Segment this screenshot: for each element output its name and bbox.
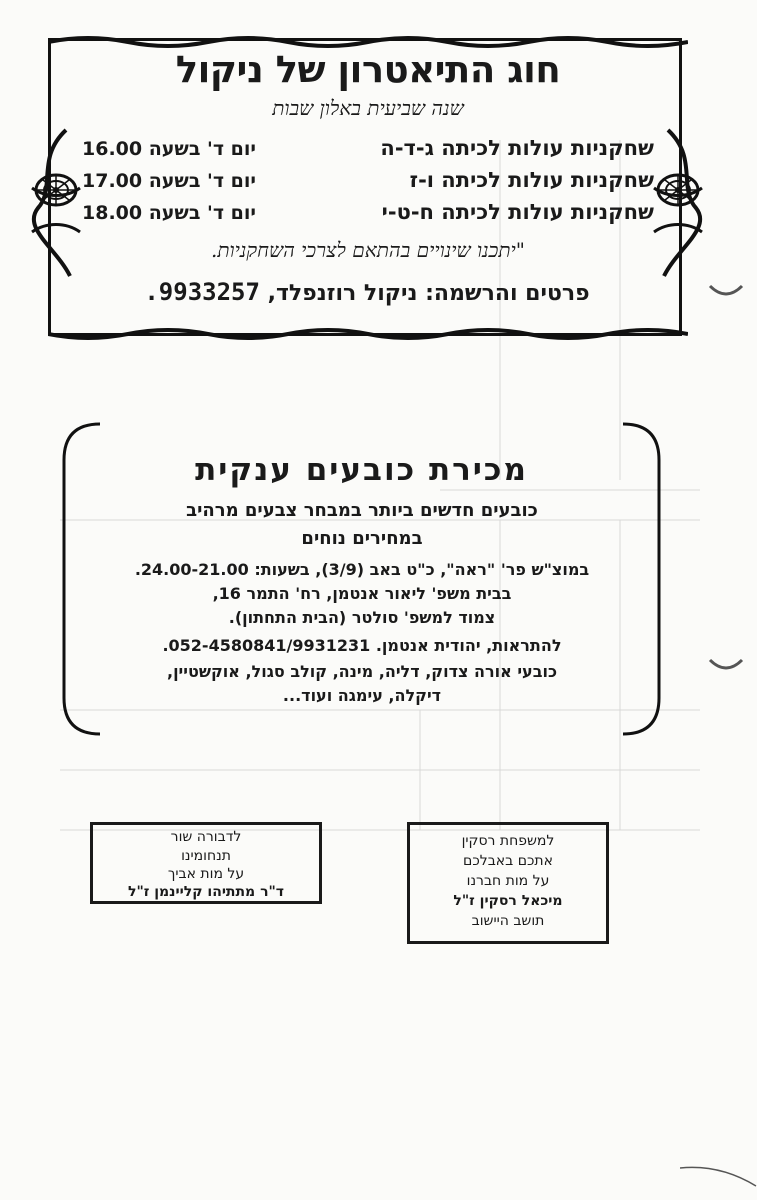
condolence-notice-raskin — [407, 822, 609, 944]
condolence-line: על מות אביך — [167, 866, 245, 882]
condolence-name: ד"ר מתתיהו קליינמן ז"ל — [127, 884, 285, 900]
hat-sale-line: צמוד למשפ' סולטר (הבית התחתון). — [228, 608, 496, 627]
page-curl-line — [680, 1160, 757, 1190]
hat-sale-line: דיקלה, עימגה ועוד... — [282, 686, 442, 705]
session-group: שחקניות עולות לכיתה ג-ד-ה — [380, 136, 654, 160]
hat-sale-line: בבית משפ' ליאור אנטמן, רח' התמר 16, — [212, 584, 512, 603]
contact-phone: 9933257. — [144, 278, 260, 306]
session-group: שחקניות עולות לכיתה ח-ט-י — [381, 200, 654, 224]
condolence-notice-shor — [90, 822, 322, 904]
condolence-name: מיכאל רסקין ז"ל — [453, 893, 563, 909]
session-row — [82, 200, 654, 228]
hat-sale-line: במוצ"ש פר' "ראה", כ"ט באב (3/9), בשעות: 24.00-21.00. — [134, 560, 590, 579]
ad-subtitle: שנה שביעית באלון שבות — [272, 96, 464, 120]
hat-sale-line: כובעים חדשים ביותר במבחר צבעים מרהיב — [186, 500, 538, 521]
hat-sale-title: מכירת כובעים ענקית — [195, 452, 528, 488]
ad-contact — [72, 278, 662, 306]
left-rosette-icon — [34, 172, 78, 208]
hat-sale-line: במחירים נוחים — [301, 528, 423, 549]
contact-label: פרטים והרשמה: ניקול רוזנפלד, — [267, 281, 590, 306]
right-rosette-icon — [656, 172, 700, 208]
condolence-line: על מות חברנו — [466, 873, 550, 889]
condolence-line: למשפחת רסקין — [461, 833, 555, 849]
wavy-bottom-border — [48, 328, 688, 344]
punch-hole-icon — [708, 282, 744, 300]
condolence-footer: תושב היישוב — [471, 913, 545, 929]
punch-hole-icon — [708, 656, 744, 674]
session-row — [82, 168, 654, 196]
hat-sale-ad — [60, 420, 663, 738]
condolence-line: תנחומינו — [181, 848, 231, 864]
condolence-line: לדבורה שור — [170, 829, 242, 845]
session-time: יום ד' בשעה 16.00 — [82, 138, 256, 160]
session-group: שחקניות עולות לכיתה ו-ז — [409, 168, 654, 192]
ad-title: חוג התיאטרון של ניקול — [175, 48, 561, 91]
session-row — [82, 136, 654, 164]
theatre-club-ad — [48, 38, 688, 338]
session-time: יום ד' בשעה 18.00 — [82, 202, 256, 224]
hat-sale-line: להתראות, יהודית אנטמן. 052-4580841/9931231. — [162, 636, 562, 655]
hat-sale-line: כובעי אורה צדוק, דליה, מינה, קולב סגול, אוקשטיין, — [166, 662, 557, 681]
session-time: יום ד' בשעה 17.00 — [82, 170, 256, 192]
ad-note: "יתכנו שינויים בהתאם לצרכי השחקניות. — [210, 238, 525, 262]
condolence-line: אתכם באבלכם — [463, 853, 553, 869]
wavy-top-border — [48, 32, 688, 48]
